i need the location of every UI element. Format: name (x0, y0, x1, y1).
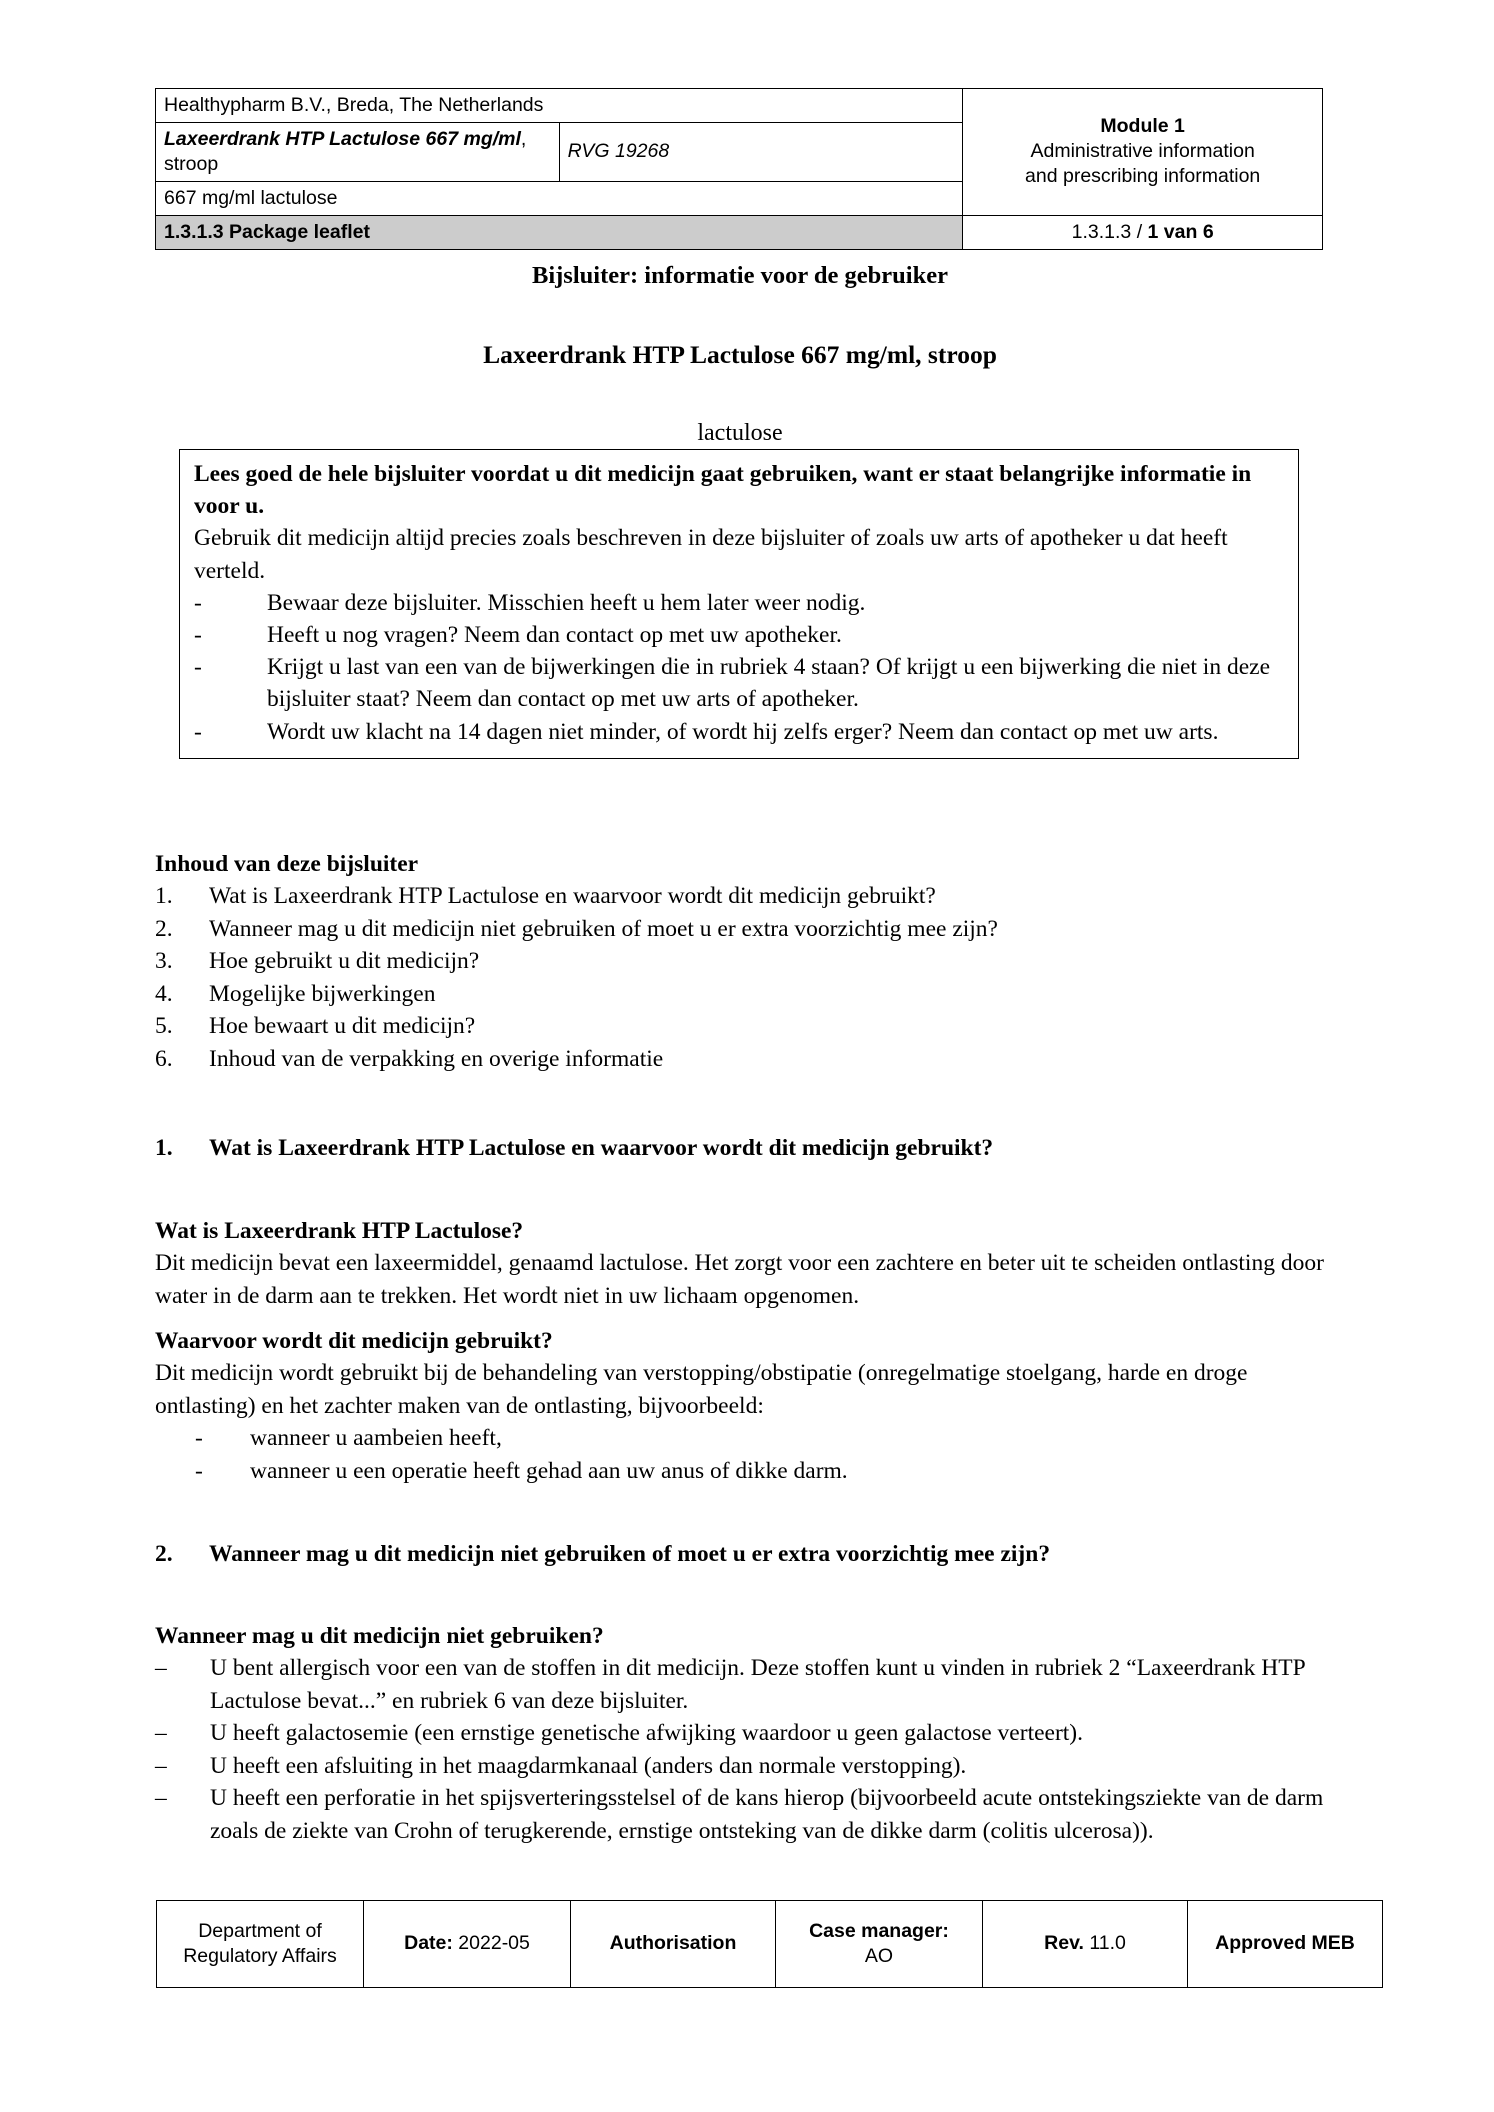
list-item-index: 6. (155, 1045, 173, 1072)
section-label-package-leaflet: 1.3.1.3 Package leaflet (156, 215, 963, 249)
list-item-index: 4. (155, 980, 173, 1007)
list-item-text: U heeft galactosemie (een ernstige genetische afwijking waardoor u geen galactose verteert). (210, 1720, 1084, 1747)
footer-approved-cell: Approved MEB (1188, 1901, 1383, 1988)
toc-block (155, 848, 1325, 1075)
document-header-table (155, 88, 1323, 250)
list-item-text: Inhoud van de verpakking en overige informatie (209, 1045, 664, 1072)
header-product-cell (156, 122, 560, 181)
product-form: , stroop (164, 127, 527, 175)
page-title: Bijsluiter: informatie voor de gebruiker (532, 262, 948, 289)
footer-authorisation-cell: Authorisation (571, 1901, 776, 1988)
list-item-text: U heeft een afsluiting in het maagdarmkanaal (anders dan normale verstopping). (210, 1752, 967, 1779)
section-2-bullet-list (155, 1652, 1325, 1847)
list-item (155, 1455, 1325, 1487)
list-item-text: U heeft een perforatie in het spijsverteringsstelsel of de kans hierop (bijvoorbeeld acute ontstekingsziekte van de darm zoals de ziekte van Crohn of terugkerende, ernstige ontsteking van de dikke darm (colitis ulcerosa)). (210, 1785, 1324, 1844)
list-item-text: Wat is Laxeerdrank HTP Lactulose en waarvoor wordt dit medicijn gebruikt? (209, 883, 936, 910)
paragraph-waarvoor-body: Dit medicijn wordt gebruikt bij de behandeling van verstopping/obstipatie (onregelmatige stoelgang, harde en droge ontlasting) en het zachter maken van de ontlasting, bijvoorbeeld: (155, 1360, 1248, 1419)
page-prefix: 1.3.1.3 / (1071, 220, 1148, 243)
bullet-endash-marker: – (155, 1720, 167, 1747)
header-rvg-cell: RVG 19268 (559, 122, 963, 181)
header-row-leaflet (156, 215, 1323, 249)
header-company-cell (156, 89, 963, 123)
toc-list (155, 880, 1325, 1075)
list-item (155, 1750, 1325, 1782)
module-line-3: and prescribing information (1025, 165, 1261, 188)
section-1-heading-block (155, 1132, 1325, 1164)
header-page-indicator (963, 215, 1323, 249)
department-line-1: Department of (198, 1919, 322, 1942)
section-number: 1. (155, 1135, 173, 1161)
list-item (155, 1782, 1325, 1847)
list-item-index: 5. (155, 1013, 173, 1040)
department-line-2: Regulatory Affairs (183, 1945, 337, 1967)
list-item (155, 945, 1325, 977)
list-item-text: wanneer u aambeien heeft, (250, 1425, 502, 1452)
section-1-sub2-block (155, 1325, 1325, 1487)
list-item (155, 1010, 1325, 1042)
paragraph-wat-is-body: Dit medicijn bevat een laxeermiddel, genaamd lactulose. Het zorgt voor een zachtere en beter uit te scheiden ontlasting door water in de darm aan te trekken. Het wordt niet in uw lichaam opgenomen. (155, 1250, 1324, 1309)
subheading-niet-gebruiken: Wanneer mag u dit medicijn niet gebruiken? (155, 1623, 604, 1649)
bullet-dash-marker: - (194, 589, 202, 616)
list-item (155, 1717, 1325, 1749)
section-2-heading-block (155, 1538, 1325, 1570)
bullet-dash-marker: - (195, 1425, 203, 1452)
list-item-text: Heeft u nog vragen? Neem dan contact op met uw apotheker. (267, 621, 842, 648)
read-carefully-bullet-list (194, 587, 1284, 748)
list-item (155, 1043, 1325, 1075)
read-carefully-intro: Gebruik dit medicijn altijd precies zoals beschreven in deze bijsluiter of zoals uw arts of apotheker u dat heeft verteld. (194, 525, 1228, 584)
toc-heading: Inhoud van deze bijsluiter (155, 851, 419, 877)
header-row-company (156, 89, 1323, 123)
list-item-text: Hoe bewaart u dit medicijn? (209, 1013, 476, 1040)
bullet-endash-marker: – (155, 1655, 167, 1682)
list-item (155, 880, 1325, 912)
read-carefully-bold-text: Lees goed de hele bijsluiter voordat u dit medicijn gaat gebruiken, want er staat belangrijke informatie in voor u. (194, 461, 1252, 520)
case-manager-label: Case manager: (809, 1919, 949, 1942)
list-item-text: Wordt uw klacht na 14 dagen niet minder, of wordt hij zelfs erger? Neem dan contact op met uw arts. (267, 718, 1219, 745)
list-item (194, 651, 1284, 715)
company-name: Healthypharm B.V., Breda, The Netherlands (164, 94, 544, 116)
leaflet-title-block (155, 262, 1325, 447)
section-1-sub1-block (155, 1215, 1325, 1312)
list-item (155, 913, 1325, 945)
list-item (155, 1422, 1325, 1454)
list-item-text: Krijgt u last van een van de bijwerkingen die in rubriek 4 staan? Of krijgt u een bijwerking die niet in deze bijsluiter staat? Neem dan contact op met uw arts of apotheker. (267, 654, 1271, 713)
list-item-text: Bewaar deze bijsluiter. Misschien heeft u hem later weer nodig. (267, 589, 866, 616)
section-1-bullet-list (155, 1422, 1325, 1487)
rev-value: 11.0 (1083, 1932, 1126, 1955)
list-item-text: wanneer u een operatie heeft gehad aan uw anus of dikke darm. (250, 1457, 848, 1484)
product-name-bold: Laxeerdrank HTP Lactulose 667 mg/ml (164, 127, 521, 150)
list-item (194, 716, 1284, 748)
list-item-text: Wanneer mag u dit medicijn niet gebruiken of moet u er extra voorzichtig mee zijn? (209, 915, 998, 942)
section-1-heading (155, 1132, 1325, 1164)
list-item-index: 2. (155, 915, 173, 942)
section-2-sub1-block (155, 1620, 1325, 1847)
page-number: 1 van 6 (1147, 220, 1214, 243)
subheading-waarvoor: Waarvoor wordt dit medicijn gebruikt? (155, 1328, 553, 1354)
date-value: 2022-05 (452, 1932, 530, 1955)
subheading-wat-is: Wat is Laxeerdrank HTP Lactulose? (155, 1218, 524, 1244)
header-strength-cell: 667 mg/ml lactulose (156, 181, 963, 215)
rev-label: Rev. (1044, 1932, 1084, 1955)
active-substance: lactulose (697, 420, 783, 446)
footer-department-cell (157, 1901, 364, 1988)
date-label: Date: (404, 1932, 453, 1955)
list-item (155, 1652, 1325, 1717)
header-module-cell (963, 89, 1323, 216)
table-row (157, 1901, 1383, 1988)
list-item-index: 3. (155, 948, 173, 975)
footer-date-cell (364, 1901, 571, 1988)
section-2-heading (155, 1538, 1325, 1570)
section-title: Wat is Laxeerdrank HTP Lactulose en waarvoor wordt dit medicijn gebruikt? (209, 1135, 994, 1161)
section-title: Wanneer mag u dit medicijn niet gebruiken of moet u er extra voorzichtig mee zijn? (209, 1541, 1051, 1567)
bullet-endash-marker: – (155, 1752, 167, 1779)
section-number: 2. (155, 1541, 173, 1567)
footer-case-manager-cell (776, 1901, 983, 1988)
list-item-text: Hoe gebruikt u dit medicijn? (209, 948, 480, 975)
list-item (194, 587, 1284, 619)
bullet-dash-marker: - (195, 1457, 203, 1484)
bullet-dash-marker: - (194, 654, 202, 681)
list-item (194, 619, 1284, 651)
case-manager-value: AO (864, 1945, 894, 1967)
footer-revision-cell (983, 1901, 1188, 1988)
product-title: Laxeerdrank HTP Lactulose 667 mg/ml, stroop (483, 340, 997, 369)
document-footer-table (156, 1900, 1383, 1988)
read-carefully-box (179, 449, 1299, 759)
bullet-endash-marker: – (155, 1785, 167, 1812)
list-item-text: U bent allergisch voor een van de stoffen in dit medicijn. Deze stoffen kunt u vinden in rubriek 2 “Laxeerdrank HTP Lactulose bevat...” en rubriek 6 van deze bijsluiter. (210, 1655, 1305, 1714)
module-title: Module 1 (1100, 115, 1185, 138)
list-item-index: 1. (155, 883, 173, 910)
list-item-text: Mogelijke bijwerkingen (209, 980, 436, 1007)
list-item (155, 978, 1325, 1010)
bullet-dash-marker: - (194, 621, 202, 648)
module-line-2: Administrative information (1030, 140, 1255, 163)
bullet-dash-marker: - (194, 718, 202, 745)
